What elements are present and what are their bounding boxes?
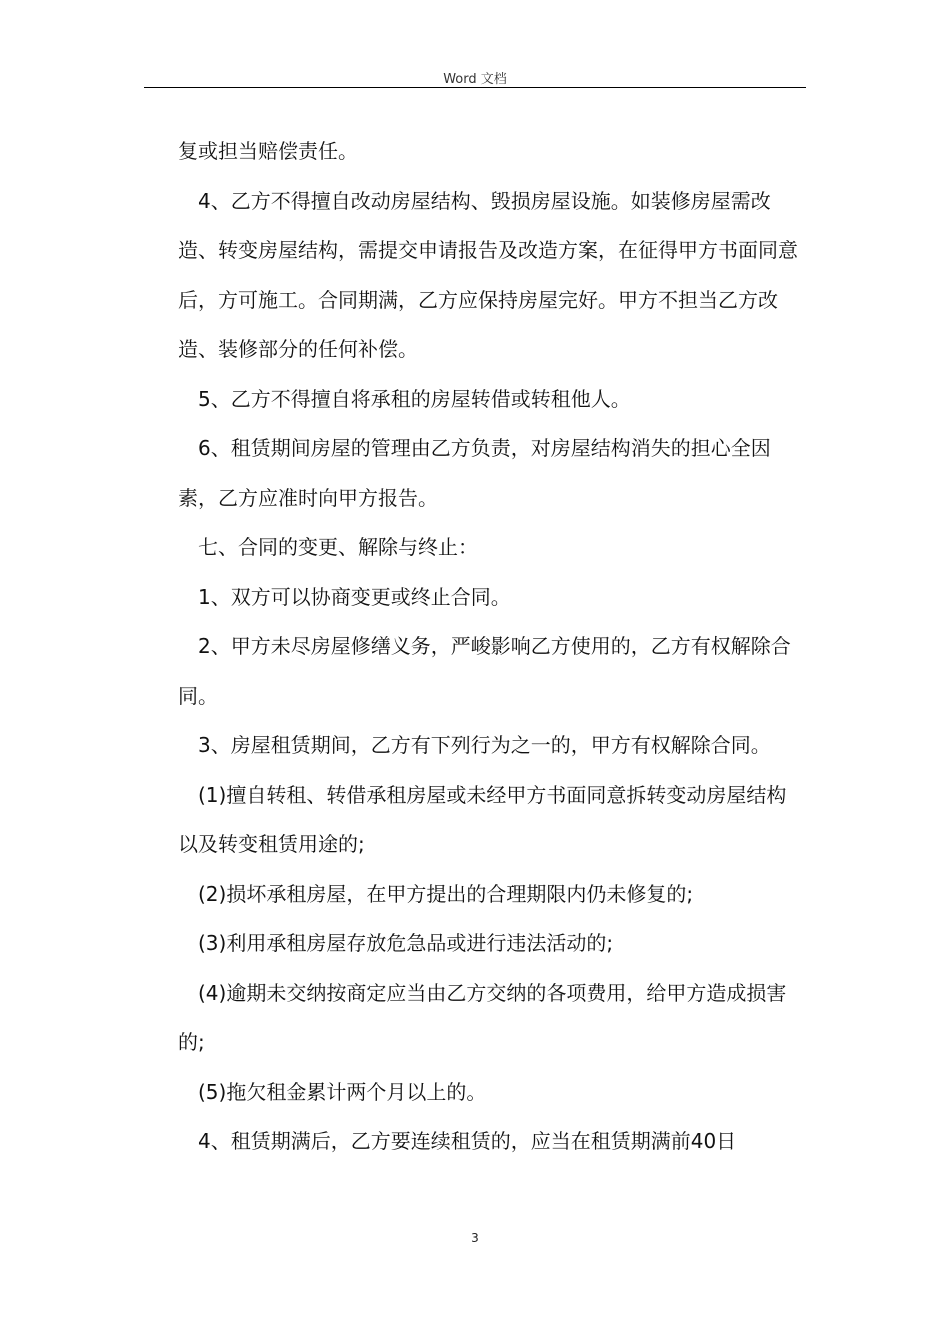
header-divider (144, 87, 806, 88)
paragraph: (3)利用承租房屋存放危急品或进行违法活动的; (198, 931, 614, 955)
paragraph: (5)拖欠租金累计两个月以上的。 (198, 1079, 487, 1104)
paragraph: (2)损坏承租房屋，在甲方提出的合理期限内仍未修复的; (198, 881, 694, 906)
paragraph: 复或担当赔偿责任。 (178, 139, 358, 163)
paragraph: 4、乙方不得擅自改动房屋结构、毁损房屋设施。如装修房屋需改造、转变房屋结构，需提交申请报告及改造方案，在征得甲方书面同意后，方可施工。合同期满，乙方应保持房屋完好。甲方不担当乙方改造、装修部分的任何补偿。 (178, 188, 798, 361)
paragraph: 6、租赁期间房屋的管理由乙方负责，对房屋结构消失的担心全因素，乙方应准时向甲方报告。 (178, 436, 771, 510)
paragraph: (1)擅自转租、转借承租房屋或未经甲方书面同意拆转变动房屋结构以及转变租赁用途的; (178, 782, 787, 856)
paragraph: 5、乙方不得擅自将承租的房屋转借或转租他人。 (198, 386, 631, 411)
paragraph: (4)逾期未交纳按商定应当由乙方交纳的各项费用，给甲方造成损害的; (178, 980, 787, 1054)
page-header-title: Word 文档 (443, 72, 507, 87)
paragraph: 1、双方可以协商变更或终止合同。 (198, 584, 511, 609)
section-heading: 七、合同的变更、解除与终止： (198, 535, 478, 559)
paragraph: 4、租赁期满后，乙方要连续租赁的，应当在租赁期满前40日 (198, 1129, 737, 1153)
document-body (178, 127, 806, 1167)
page-number: 3 (471, 1231, 479, 1245)
paragraph: 2、甲方未尽房屋修缮义务，严峻影响乙方使用的，乙方有权解除合同。 (178, 634, 791, 708)
paragraph: 3、房屋租赁期间，乙方有下列行为之一的，甲方有权解除合同。 (198, 733, 771, 757)
